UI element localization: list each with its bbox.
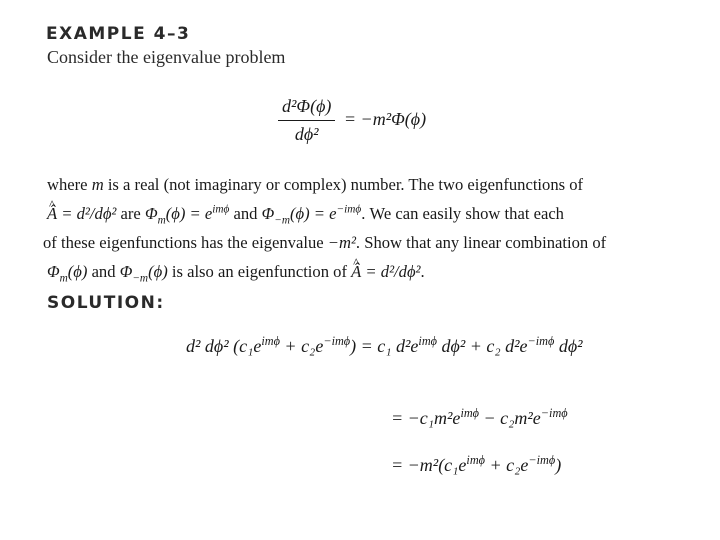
operator-definition: = d²/dϕ²	[361, 262, 421, 281]
solution-line-3: = $-m^2(c_1e^{im\phi} + c_2e^{-im\phi})$	[391, 453, 562, 475]
equation-numerator: d²Φ(ϕ)	[278, 96, 335, 121]
equation-fraction	[278, 96, 335, 145]
eigenfunction-phi-m: $\Phi_m(\phi) = e^{im\phi}$	[144, 203, 230, 227]
operator-a-hat: ^ Â	[351, 257, 361, 286]
paragraph-text: is also an eigenfunction of	[167, 262, 352, 281]
intro-text: Consider the eigenvalue problem	[47, 47, 286, 67]
paragraph-line-4	[47, 257, 606, 286]
paragraph-text: . We can easily show that each	[361, 204, 564, 223]
eigenvalue-symbol: −m²	[327, 233, 356, 252]
operator-a-hat: ^ Â	[47, 199, 57, 228]
eigenfunction-phi-neg-m: $\Phi_{-m}(\phi)$	[119, 262, 168, 285]
paragraph-text: of these eigenfunctions has the eigenvalue	[43, 233, 328, 252]
symbol-m: m	[91, 175, 104, 194]
solution-line-2: = $-c_1m^2e^{im\phi} - c_2m^2e^{-im\phi}$	[391, 406, 568, 428]
eigenfunction-phi-neg-m: $\Phi_{-m}(\phi) = e^{-im\phi}$	[261, 203, 362, 227]
operator-definition: = d²/dϕ²	[57, 204, 117, 223]
paragraph-line-3	[43, 228, 606, 257]
solution-heading: SOLUTION:	[47, 293, 165, 313]
paragraph-text: where	[47, 175, 92, 194]
paragraph-text: and	[87, 262, 120, 281]
paragraph-line-2	[47, 199, 606, 228]
solution-line-1: d² dϕ² $(c_1e^{im\phi} + c_2e^{-im\phi}) = c_1$ $d^2e^{im\phi}$ dϕ² + c₂ $d^2e^{-im\phi}$ dϕ²	[186, 334, 583, 356]
paragraph-text: are	[116, 204, 145, 223]
paragraph-text: . Show that any linear combination of	[355, 233, 607, 252]
paragraph-text: is a real (not imaginary or complex) number. The two eigenfunctions of	[103, 175, 584, 194]
paragraph-line-1	[47, 170, 606, 199]
equation-denominator: dϕ²	[294, 124, 319, 144]
equation-rhs: = −m²Φ(ϕ)	[343, 108, 427, 129]
paragraph-text: and	[229, 204, 262, 223]
problem-paragraph	[43, 170, 607, 286]
example-heading: EXAMPLE 4–3	[46, 24, 191, 44]
eigenvalue-equation	[278, 96, 426, 145]
paragraph-text: .	[420, 262, 425, 281]
eigenfunction-phi-m: $\Phi_m(\phi)$	[47, 262, 88, 285]
